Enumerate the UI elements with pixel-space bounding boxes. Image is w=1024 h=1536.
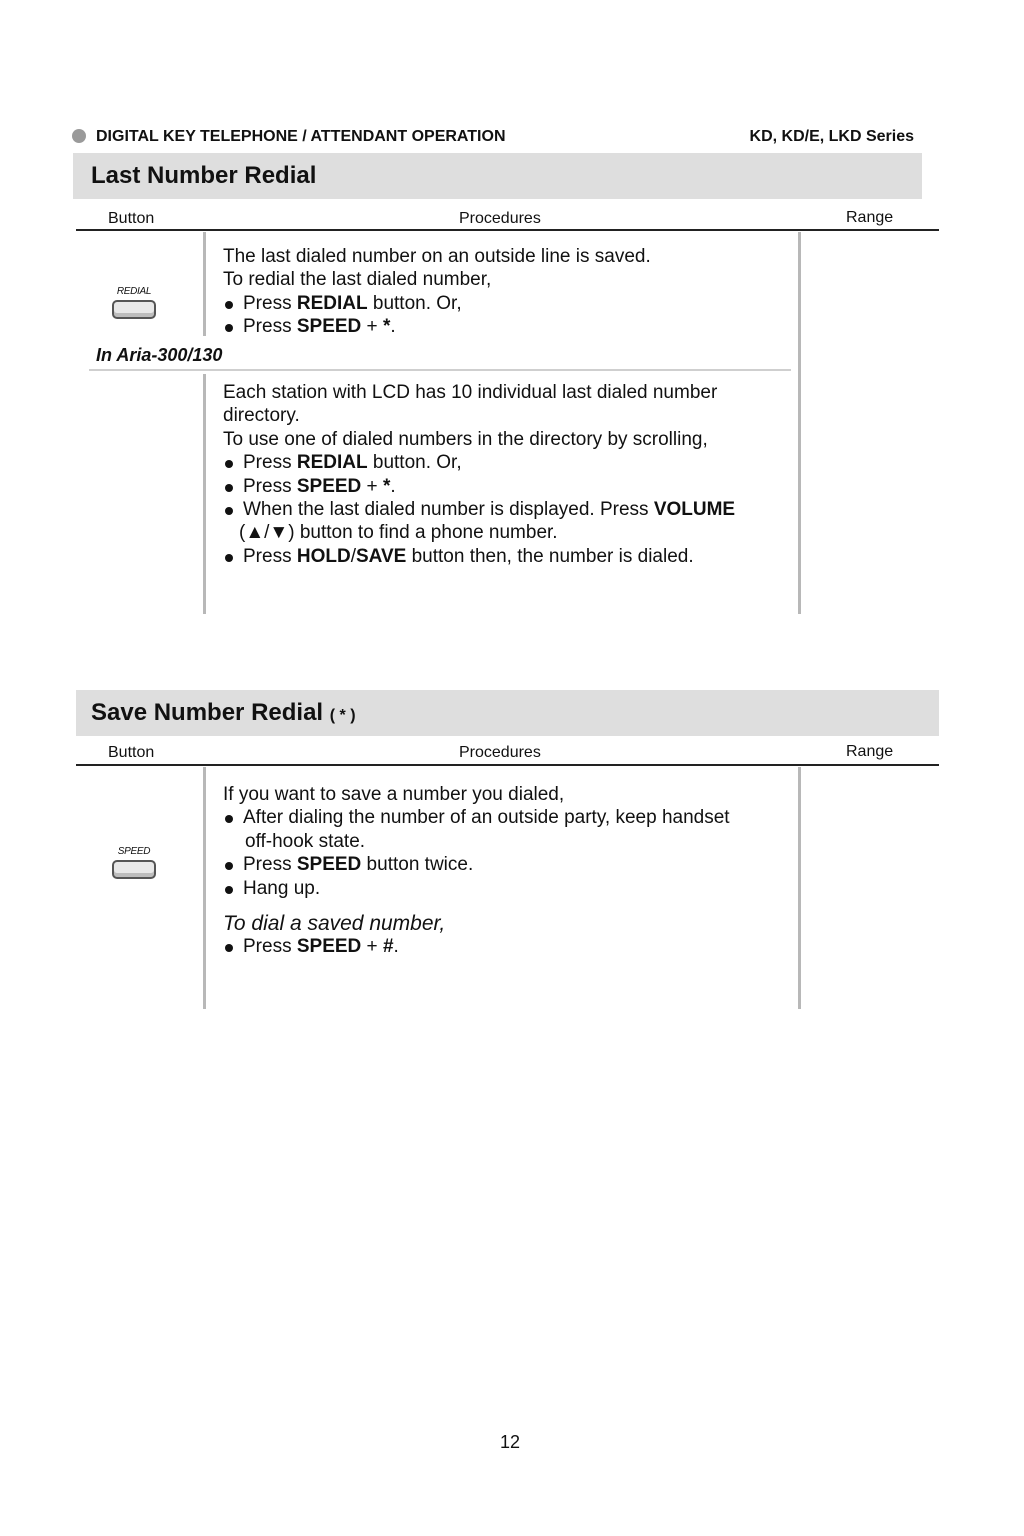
title-mark: ( * ) bbox=[329, 707, 356, 724]
column-divider bbox=[203, 232, 206, 336]
text-line: Each station with LCD has 10 individual last dialed number bbox=[223, 382, 718, 403]
redial-key-icon bbox=[108, 286, 160, 334]
bullet-item: Press SPEED button twice. bbox=[223, 853, 793, 876]
header-title: DIGITAL KEY TELEPHONE / ATTENDANT OPERATION bbox=[96, 128, 506, 145]
procedure-text bbox=[223, 381, 793, 568]
sub-row-rule bbox=[89, 369, 791, 371]
bullet-item: Press HOLD/SAVE button then, the number is dialed. bbox=[223, 545, 793, 568]
text-line: directory. bbox=[223, 405, 300, 427]
bullet-item: Press REDIAL button. Or, bbox=[223, 292, 793, 315]
key-cap bbox=[112, 300, 156, 319]
bullet-item: Press REDIAL button. Or, bbox=[223, 451, 793, 474]
bullet-item: When the last dialed number is displayed. Press VOLUME bbox=[223, 498, 793, 521]
column-header-button: Button bbox=[108, 210, 155, 227]
speed-key-icon bbox=[108, 846, 160, 894]
bullet-item: After dialing the number of an outside party, keep handset bbox=[223, 806, 793, 829]
column-header-procedures: Procedures bbox=[459, 744, 541, 761]
column-header-range: Range bbox=[846, 743, 894, 760]
bullet-item: Hang up. bbox=[223, 877, 793, 900]
column-header-button: Button bbox=[108, 744, 155, 761]
section-title: Last Number Redial bbox=[91, 162, 317, 189]
procedure-text bbox=[223, 245, 793, 339]
section-title-bar bbox=[73, 153, 922, 199]
column-header-procedures: Procedures bbox=[459, 210, 541, 227]
header-series: KD, KD/E, LKD Series bbox=[749, 128, 914, 145]
bullet-item: Press SPEED + *. bbox=[223, 475, 793, 498]
table-header-rule bbox=[76, 229, 939, 231]
column-divider bbox=[798, 232, 801, 614]
column-divider bbox=[203, 374, 206, 614]
bullet-continuation: (▲/▼) button to find a phone number. bbox=[239, 522, 558, 544]
bullet-continuation: off-hook state. bbox=[245, 830, 366, 852]
column-divider bbox=[203, 767, 206, 1009]
section-title: Save Number Redial ( * ) bbox=[91, 699, 356, 726]
key-label: REDIAL bbox=[116, 286, 152, 297]
bullet-item: Press SPEED + *. bbox=[223, 315, 793, 338]
page-number: 12 bbox=[499, 1432, 521, 1452]
key-label: SPEED bbox=[117, 846, 151, 857]
subheading: To dial a saved number, bbox=[223, 912, 446, 936]
table-header-rule bbox=[76, 764, 939, 766]
key-cap bbox=[112, 860, 156, 879]
column-header-range: Range bbox=[846, 209, 894, 226]
text-line: The last dialed number on an outside line is saved. bbox=[223, 246, 651, 267]
section-title-bar bbox=[76, 690, 939, 736]
column-divider bbox=[798, 767, 801, 1009]
header-bullet-icon bbox=[72, 129, 86, 143]
text-line: If you want to save a number you dialed, bbox=[223, 784, 565, 805]
text-line: To redial the last dialed number, bbox=[223, 269, 492, 291]
text-line: To use one of dialed numbers in the directory by scrolling, bbox=[223, 428, 708, 450]
bullet-item: Press SPEED + #. bbox=[223, 935, 793, 958]
procedure-text bbox=[223, 783, 793, 959]
model-sublabel: In Aria-300/130 bbox=[96, 345, 223, 365]
